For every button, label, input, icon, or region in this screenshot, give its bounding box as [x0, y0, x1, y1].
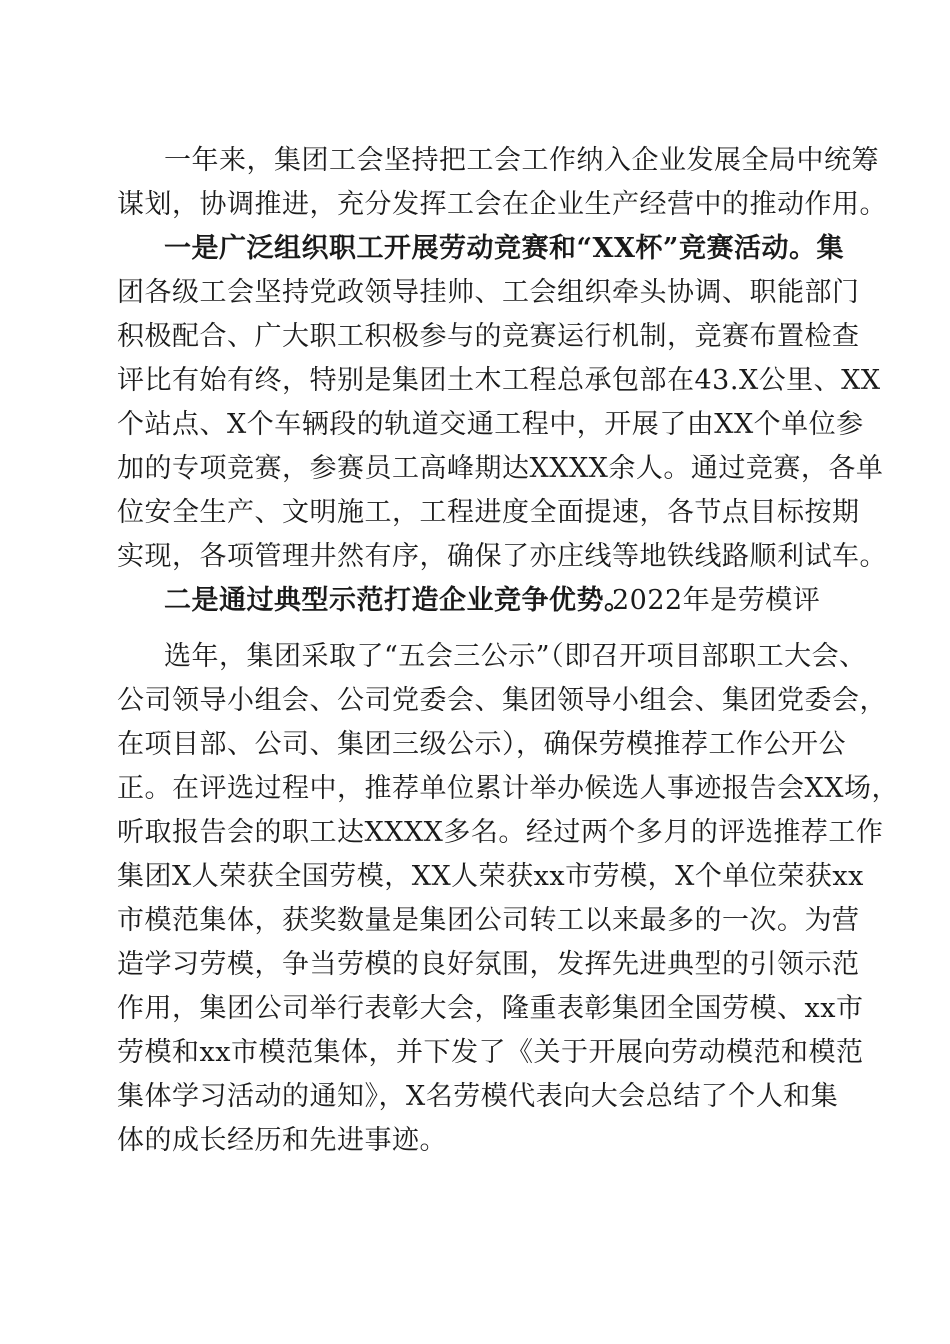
text-line-5: 积极配合、广大职工积极参与的竞赛运行机制，竞赛布置检查 — [117, 321, 860, 352]
text-line-14: 在项目部、公司、集团三级公示），确保劳模推荐工作公开公 — [117, 729, 846, 760]
text-line-19: 造学习劳模，争当劳模的良好氛围，发挥先进典型的引领示范 — [117, 949, 860, 980]
text-line-4: 团各级工会坚持党政领导挂帅、工会组织牵头协调、职能部门 — [117, 277, 860, 308]
text-line-11b: 2022年是劳模评 — [612, 585, 821, 616]
text-line-20: 作用，集团公司举行表彰大会，隆重表彰集团全国劳模、xx市 — [117, 993, 864, 1024]
text-line-1: 一年来，集团工会坚持把工会工作纳入企业发展全局中统筹 — [164, 145, 879, 176]
text-line-8: 加的专项竞赛，参赛员工高峰期达XXXX余人。通过竞赛，各单 — [117, 453, 884, 484]
text-line-15: 正。在评选过程中，推荐单位累计举办候选人事迹报告会XX场， — [117, 773, 899, 804]
text-line-17: 集团X人荣获全国劳模，XX人荣获xx市劳模，X个单位荣获xx — [117, 861, 864, 892]
text-line-13: 公司领导小组会、公司党委会、集团领导小组会、集团党委会， — [117, 685, 887, 716]
text-line-23: 体的成长经历和先进事迹。 — [117, 1125, 447, 1156]
text-line-9: 位安全生产、文明施工，工程进度全面提速，各节点目标按期 — [117, 497, 860, 528]
section-heading-2: 二是通过典型示范打造企业竞争优势。 — [164, 585, 632, 616]
text-line-7: 个站点、X个车辆段的轨道交通工程中，开展了由XX个单位参 — [117, 409, 864, 440]
section-heading-1: 一是广泛组织职工开展劳动竞赛和“XX杯”竞赛活动。集 — [164, 233, 844, 264]
text-line-22: 集体学习活动的通知》，X名劳模代表向大会总结了个人和集 — [117, 1081, 839, 1112]
text-line-6: 评比有始有终，特别是集团土木工程总承包部在43.X公里、XX — [117, 365, 881, 396]
text-line-18: 市模范集体，获奖数量是集团公司转工以来最多的一次。为营 — [117, 905, 860, 936]
text-line-16: 听取报告会的职工达XXXX多名。经过两个多月的评选推荐工作 — [117, 817, 884, 848]
text-line-21: 劳模和xx市模范集体，并下发了《关于开展向劳动模范和模范 — [117, 1037, 864, 1068]
text-line-2: 谋划，协调推进，充分发挥工会在企业生产经营中的推动作用。 — [117, 189, 887, 220]
text-line-10: 实现，各项管理井然有序，确保了亦庄线等地铁线路顺利试车。 — [117, 541, 887, 572]
text-line-12: 选年，集团采取了“五会三公示”（即召开项目部职工大会、 — [164, 641, 867, 672]
